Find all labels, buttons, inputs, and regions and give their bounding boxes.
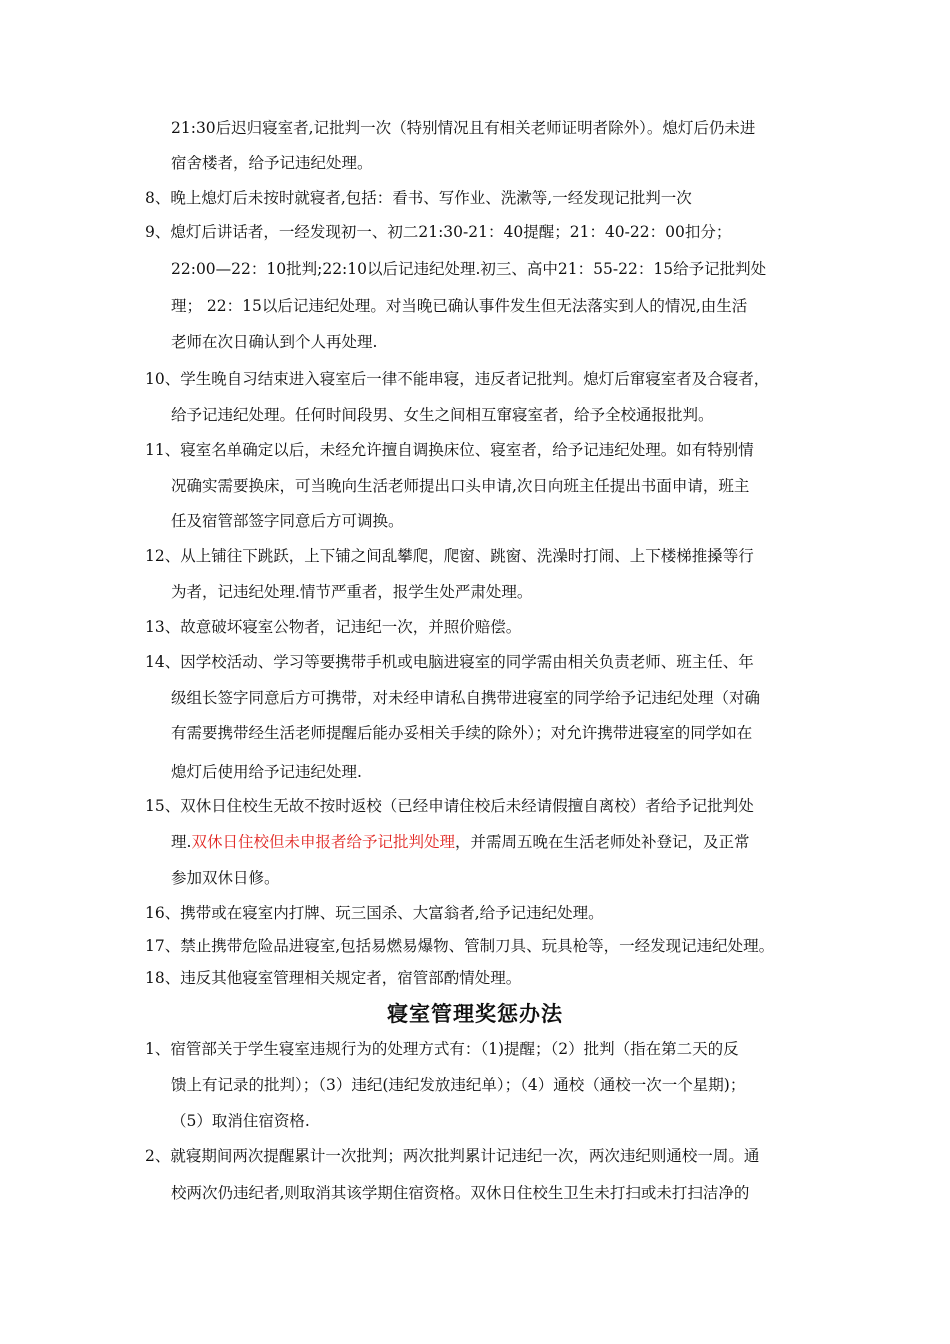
- text-line: 老师在次日确认到个人再处理.: [171, 333, 378, 351]
- text-line: 况确实需要换床，可当晚向生活老师提出口头申请,次日向班主任提出书面申请，班主: [171, 477, 750, 495]
- section-heading: 寝室管理奖惩办法: [387, 1002, 563, 1026]
- text-line: 22:00—22：10批判;22:10以后记违纪处理.初三、高中21：55-22：15给予记批判处: [171, 260, 767, 278]
- text-line: 馈上有记录的批判）；（3）违纪(违纪发放违纪单）；（4）通校（通校一次一个星期)；: [171, 1076, 746, 1094]
- rule-item-12: 12、从上铺往下跳跃，上下铺之间乱攀爬，爬窗、跳窗、洗澡时打闹、上下楼梯推搡等行: [145, 547, 754, 565]
- text-line: 级组长签字同意后方可携带，对未经申请私自携带进寝室的同学给予记违纪处理（对确: [171, 689, 761, 707]
- text-line: 校两次仍违纪者,则取消其该学期住宿资格。双休日住校生卫生未打扫或未打扫洁净的: [171, 1184, 750, 1202]
- text-line: 参加双休日修。: [171, 869, 280, 887]
- text-line: 有需要携带经生活老师提醒后能办妥相关手续的除外）；对允许携带进寝室的同学如在: [171, 724, 753, 742]
- text-segment: 理.: [171, 833, 192, 851]
- text-segment: ，并需周五晚在生活老师处补登记，及正常: [454, 833, 750, 851]
- method-item-2: 2、就寝期间两次提醒累计一次批判；两次批判累计记违纪一次，两次违纪则通校一周。通: [145, 1147, 760, 1165]
- text-line: 21:30后迟归寝室者,记批判一次（特别情况且有相关老师证明者除外）。熄灯后仍未进: [171, 119, 756, 137]
- rule-item-10: 10、学生晚自习结束进入寝室后一律不能串寝，违反者记批判。熄灯后窜寝室者及合寝者，: [145, 370, 770, 388]
- text-line: 任及宿管部签字同意后方可调换。: [171, 512, 404, 530]
- rule-item-14: 14、因学校活动、学习等要携带手机或电脑进寝室的同学需由相关负责老师、班主任、年: [145, 653, 754, 671]
- text-line: 宿舍楼者，给予记违纪处理。: [171, 154, 373, 172]
- rule-item-18: 18、违反其他寝室管理相关规定者，宿管部酌情处理。: [145, 969, 522, 987]
- rule-item-17: 17、禁止携带危险品进寝室,包括易燃易爆物、管制刀具、玩具枪等，一经发现记违纪处理。: [145, 937, 775, 955]
- rule-item-15: 15、双休日住校生无故不按时返校（已经申请住校后未经请假擅自离校）者给予记批判处: [145, 797, 754, 815]
- text-line: 理； 22：15以后记违纪处理。对当晚已确认事件发生但无法落实到人的情况,由生活: [171, 297, 748, 315]
- rule-item-16: 16、携带或在寝室内打牌、玩三国杀、大富翁者,给予记违纪处理。: [145, 904, 604, 922]
- highlighted-text: 双休日住校但未申报者给予记批判处理: [191, 833, 455, 851]
- rule-item-9: 9、熄灯后讲话者，一经发现初一、初二21:30-21：40提醒；21：40-22：00扣分；: [145, 223, 732, 241]
- text-line: [171, 832, 749, 852]
- rule-item-13: 13、故意破坏寝室公物者，记违纪一次，并照价赔偿。: [145, 618, 522, 636]
- text-line: 给予记违纪处理。任何时间段男、女生之间相互窜寝室者，给予全校通报批判。: [171, 406, 714, 424]
- text-line: （5）取消住宿资格.: [171, 1112, 310, 1130]
- text-line: 为者，记违纪处理.情节严重者，报学生处严肃处理。: [171, 583, 533, 601]
- method-item-1: 1、宿管部关于学生寝室违规行为的处理方式有：（1)提醒；（2）批判（指在第二天的反: [145, 1040, 739, 1058]
- rule-item-11: 11、寝室名单确定以后，未经允许擅自调换床位、寝室者，给予记违纪处理。如有特别情: [145, 441, 754, 459]
- rule-item-8: 8、晚上熄灯后未按时就寝者,包括：看书、写作业、洗漱等,一经发现记批判一次: [145, 189, 692, 207]
- text-line: 熄灯后使用给予记违纪处理.: [171, 763, 362, 781]
